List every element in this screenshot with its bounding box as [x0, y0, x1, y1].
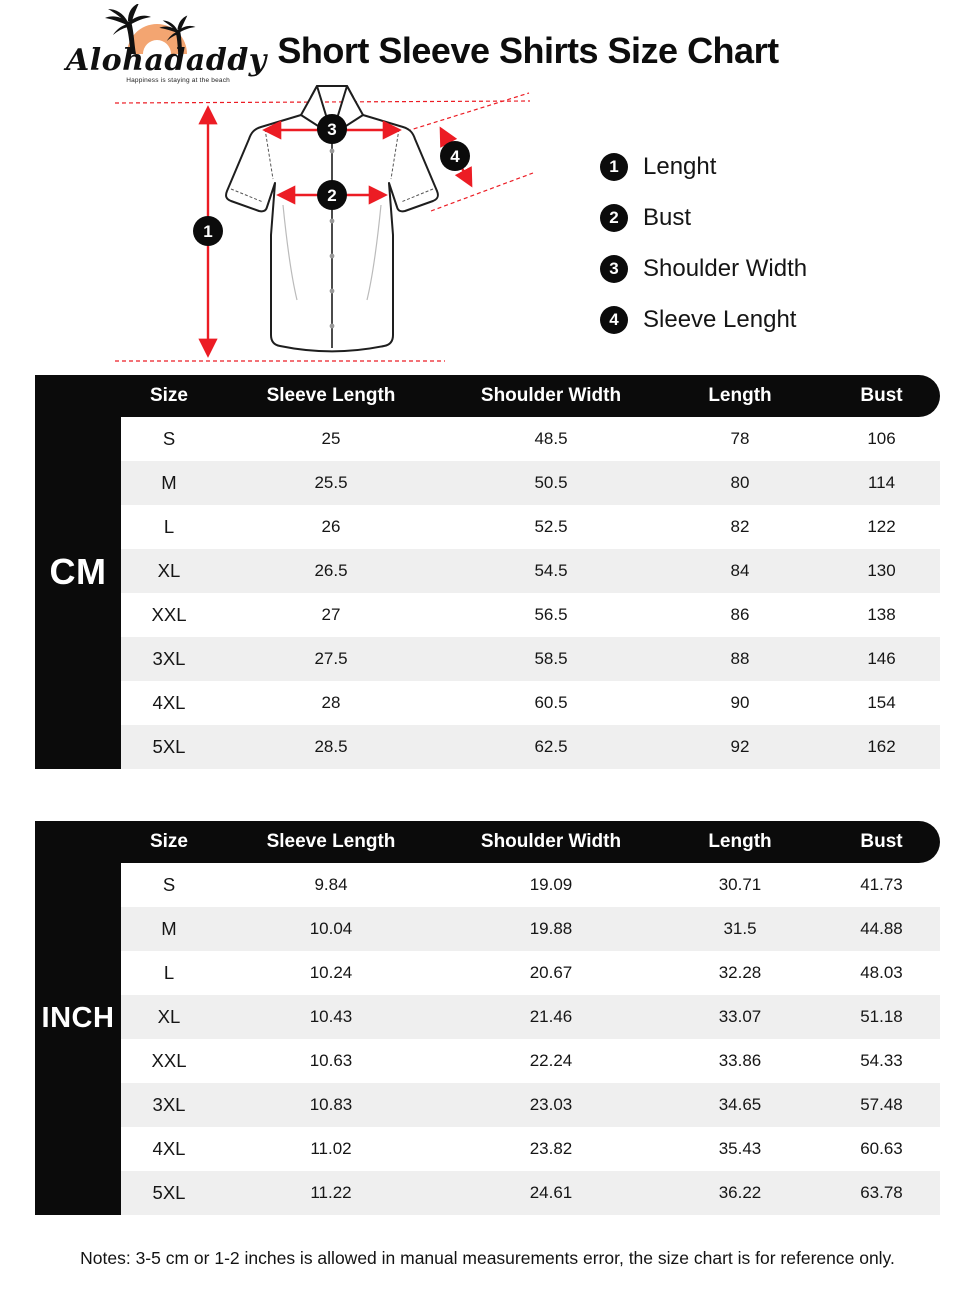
value-cell: 35.43: [718, 1139, 762, 1158]
value-cell: 10.43: [309, 1007, 353, 1026]
table-row: [121, 593, 940, 637]
value-cell: 27: [321, 605, 341, 624]
size-cell: XXL: [151, 604, 187, 625]
badge-3: 3: [327, 120, 337, 139]
value-cell: 78: [730, 429, 750, 448]
badge-2: 2: [327, 186, 337, 205]
table-row: [121, 907, 940, 951]
value-cell: 19.88: [529, 919, 573, 938]
value-cell: 23.03: [529, 1095, 573, 1114]
value-cell: 62.5: [534, 737, 568, 756]
value-cell: 21.46: [529, 1007, 573, 1026]
value-cell: 9.84: [314, 875, 348, 894]
table-header-row: [35, 375, 940, 417]
value-cell: 31.5: [723, 919, 757, 938]
value-cell: 24.61: [529, 1183, 573, 1202]
value-cell: 25.5: [314, 473, 348, 492]
table-row: [121, 995, 940, 1039]
column-header: Length: [708, 831, 772, 852]
value-cell: 60.5: [534, 693, 568, 712]
value-cell: 33.07: [718, 1007, 762, 1026]
value-cell: 26.5: [314, 561, 348, 580]
value-cell: 11.02: [310, 1139, 352, 1158]
value-cell: 11.22: [310, 1183, 352, 1202]
legend-label: Bust: [643, 203, 692, 231]
table-row: [121, 549, 940, 593]
value-cell: 23.82: [529, 1139, 573, 1158]
legend-item-1: [600, 141, 807, 192]
value-cell: 27.5: [314, 649, 348, 668]
unit-label: CM: [49, 551, 107, 592]
brand-name: Alohadaddy: [66, 43, 267, 78]
value-cell: 33.86: [718, 1051, 762, 1070]
value-cell: 44.88: [860, 919, 903, 938]
table-row: [121, 505, 940, 549]
value-cell: 56.5: [534, 605, 568, 624]
table-row: [121, 461, 940, 505]
value-cell: 10.63: [309, 1051, 353, 1070]
page-title: Short Sleeve Shirts Size Chart: [277, 30, 779, 71]
unit-sidebar: [35, 375, 121, 769]
value-cell: 51.18: [860, 1007, 903, 1026]
size-cell: 5XL: [152, 736, 186, 757]
size-cell: 5XL: [152, 1182, 186, 1203]
column-header: Shoulder Width: [480, 831, 622, 852]
table-row: [121, 1127, 940, 1171]
value-cell: 60.63: [860, 1139, 903, 1158]
column-header: Length: [708, 385, 772, 406]
value-cell: 84: [730, 561, 750, 580]
value-cell: 19.09: [529, 875, 573, 894]
size-cell: 4XL: [152, 692, 186, 713]
legend-label: Shoulder Width: [643, 254, 808, 282]
value-cell: 92: [730, 737, 750, 756]
value-cell: 20.67: [529, 963, 573, 982]
table-row: [121, 637, 940, 681]
value-cell: 54.33: [860, 1051, 903, 1070]
table-row: [121, 725, 940, 769]
size-cell: XXL: [151, 1050, 187, 1071]
legend-number-badge: 2: [600, 204, 628, 232]
value-cell: 25: [321, 429, 341, 448]
value-cell: 130: [867, 561, 896, 580]
value-cell: 41.73: [860, 875, 903, 894]
table-row: [121, 863, 940, 907]
value-cell: 90: [730, 693, 750, 712]
table-row: [121, 951, 940, 995]
legend-number-badge: 1: [600, 153, 628, 181]
value-cell: 48.5: [534, 429, 568, 448]
value-cell: 80: [730, 473, 750, 492]
size-cell: M: [161, 472, 177, 493]
legend-number-badge: 3: [600, 255, 628, 283]
value-cell: 54.5: [534, 561, 568, 580]
value-cell: 63.78: [860, 1183, 903, 1202]
value-cell: 30.71: [718, 875, 762, 894]
table-body: [121, 417, 940, 769]
value-cell: 122: [867, 517, 896, 536]
size-cell: L: [163, 516, 175, 537]
legend-item-4: [600, 294, 807, 345]
size-table-inch: [35, 821, 940, 1215]
unit-label: INCH: [41, 1001, 115, 1034]
legend-item-2: [600, 192, 807, 243]
value-cell: 34.65: [718, 1095, 762, 1114]
value-cell: 32.28: [718, 963, 762, 982]
column-header: Bust: [860, 831, 903, 852]
value-cell: 138: [867, 605, 896, 624]
table-row: [121, 1171, 940, 1215]
column-header: Bust: [860, 385, 903, 406]
value-cell: 10.04: [309, 919, 353, 938]
size-cell: S: [162, 874, 176, 895]
table-header-row: [35, 821, 940, 863]
value-cell: 28: [321, 693, 341, 712]
value-cell: 28.5: [314, 737, 348, 756]
shirt-measurement-diagram: [105, 85, 535, 375]
notes-text: Notes: 3-5 cm or 1-2 inches is allowed in manual measurements error, the size chart is for reference only.: [80, 1248, 895, 1268]
size-cell: XL: [157, 560, 181, 581]
value-cell: 162: [867, 737, 896, 756]
table-row: [121, 681, 940, 725]
value-cell: 36.22: [718, 1183, 762, 1202]
column-header: Sleeve Length: [266, 385, 396, 406]
column-header: Size: [149, 831, 189, 852]
size-cell: 3XL: [152, 1094, 186, 1115]
size-cell: L: [163, 962, 175, 983]
value-cell: 86: [730, 605, 750, 624]
value-cell: 52.5: [534, 517, 568, 536]
size-cell: 3XL: [152, 648, 186, 669]
column-header: Size: [149, 385, 189, 406]
value-cell: 88: [730, 649, 750, 668]
size-cell: 4XL: [152, 1138, 186, 1159]
table-row: [121, 417, 940, 461]
size-cell: M: [161, 918, 177, 939]
table-row: [121, 1039, 940, 1083]
badge-1: 1: [203, 222, 213, 241]
value-cell: 154: [867, 693, 896, 712]
brand-tagline: Happiness is staying at the beach: [126, 77, 230, 84]
unit-sidebar: [35, 821, 121, 1215]
value-cell: 10.83: [309, 1095, 353, 1114]
value-cell: 48.03: [860, 963, 903, 982]
value-cell: 50.5: [534, 473, 568, 492]
table-body: [121, 863, 940, 1215]
value-cell: 10.24: [309, 963, 353, 982]
column-header: Sleeve Length: [266, 831, 396, 852]
value-cell: 26: [321, 517, 341, 536]
legend-label: Sleeve Lenght: [643, 305, 797, 333]
table-row: [121, 1083, 940, 1127]
legend-label: Lenght: [643, 152, 717, 180]
size-cell: XL: [157, 1006, 181, 1027]
value-cell: 57.48: [860, 1095, 903, 1114]
measure-legend: [600, 141, 807, 345]
size-cell: S: [162, 428, 176, 449]
brand-logo: [66, 4, 267, 84]
size-table-cm: [35, 375, 940, 769]
column-header: Shoulder Width: [480, 385, 622, 406]
legend-number-badge: 4: [600, 306, 628, 334]
value-cell: 82: [730, 517, 750, 536]
badge-4: 4: [450, 147, 460, 166]
value-cell: 114: [867, 473, 896, 492]
legend-item-3: [600, 243, 807, 294]
value-cell: 22.24: [529, 1051, 573, 1070]
value-cell: 106: [867, 429, 896, 448]
value-cell: 146: [867, 649, 896, 668]
value-cell: 58.5: [534, 649, 568, 668]
